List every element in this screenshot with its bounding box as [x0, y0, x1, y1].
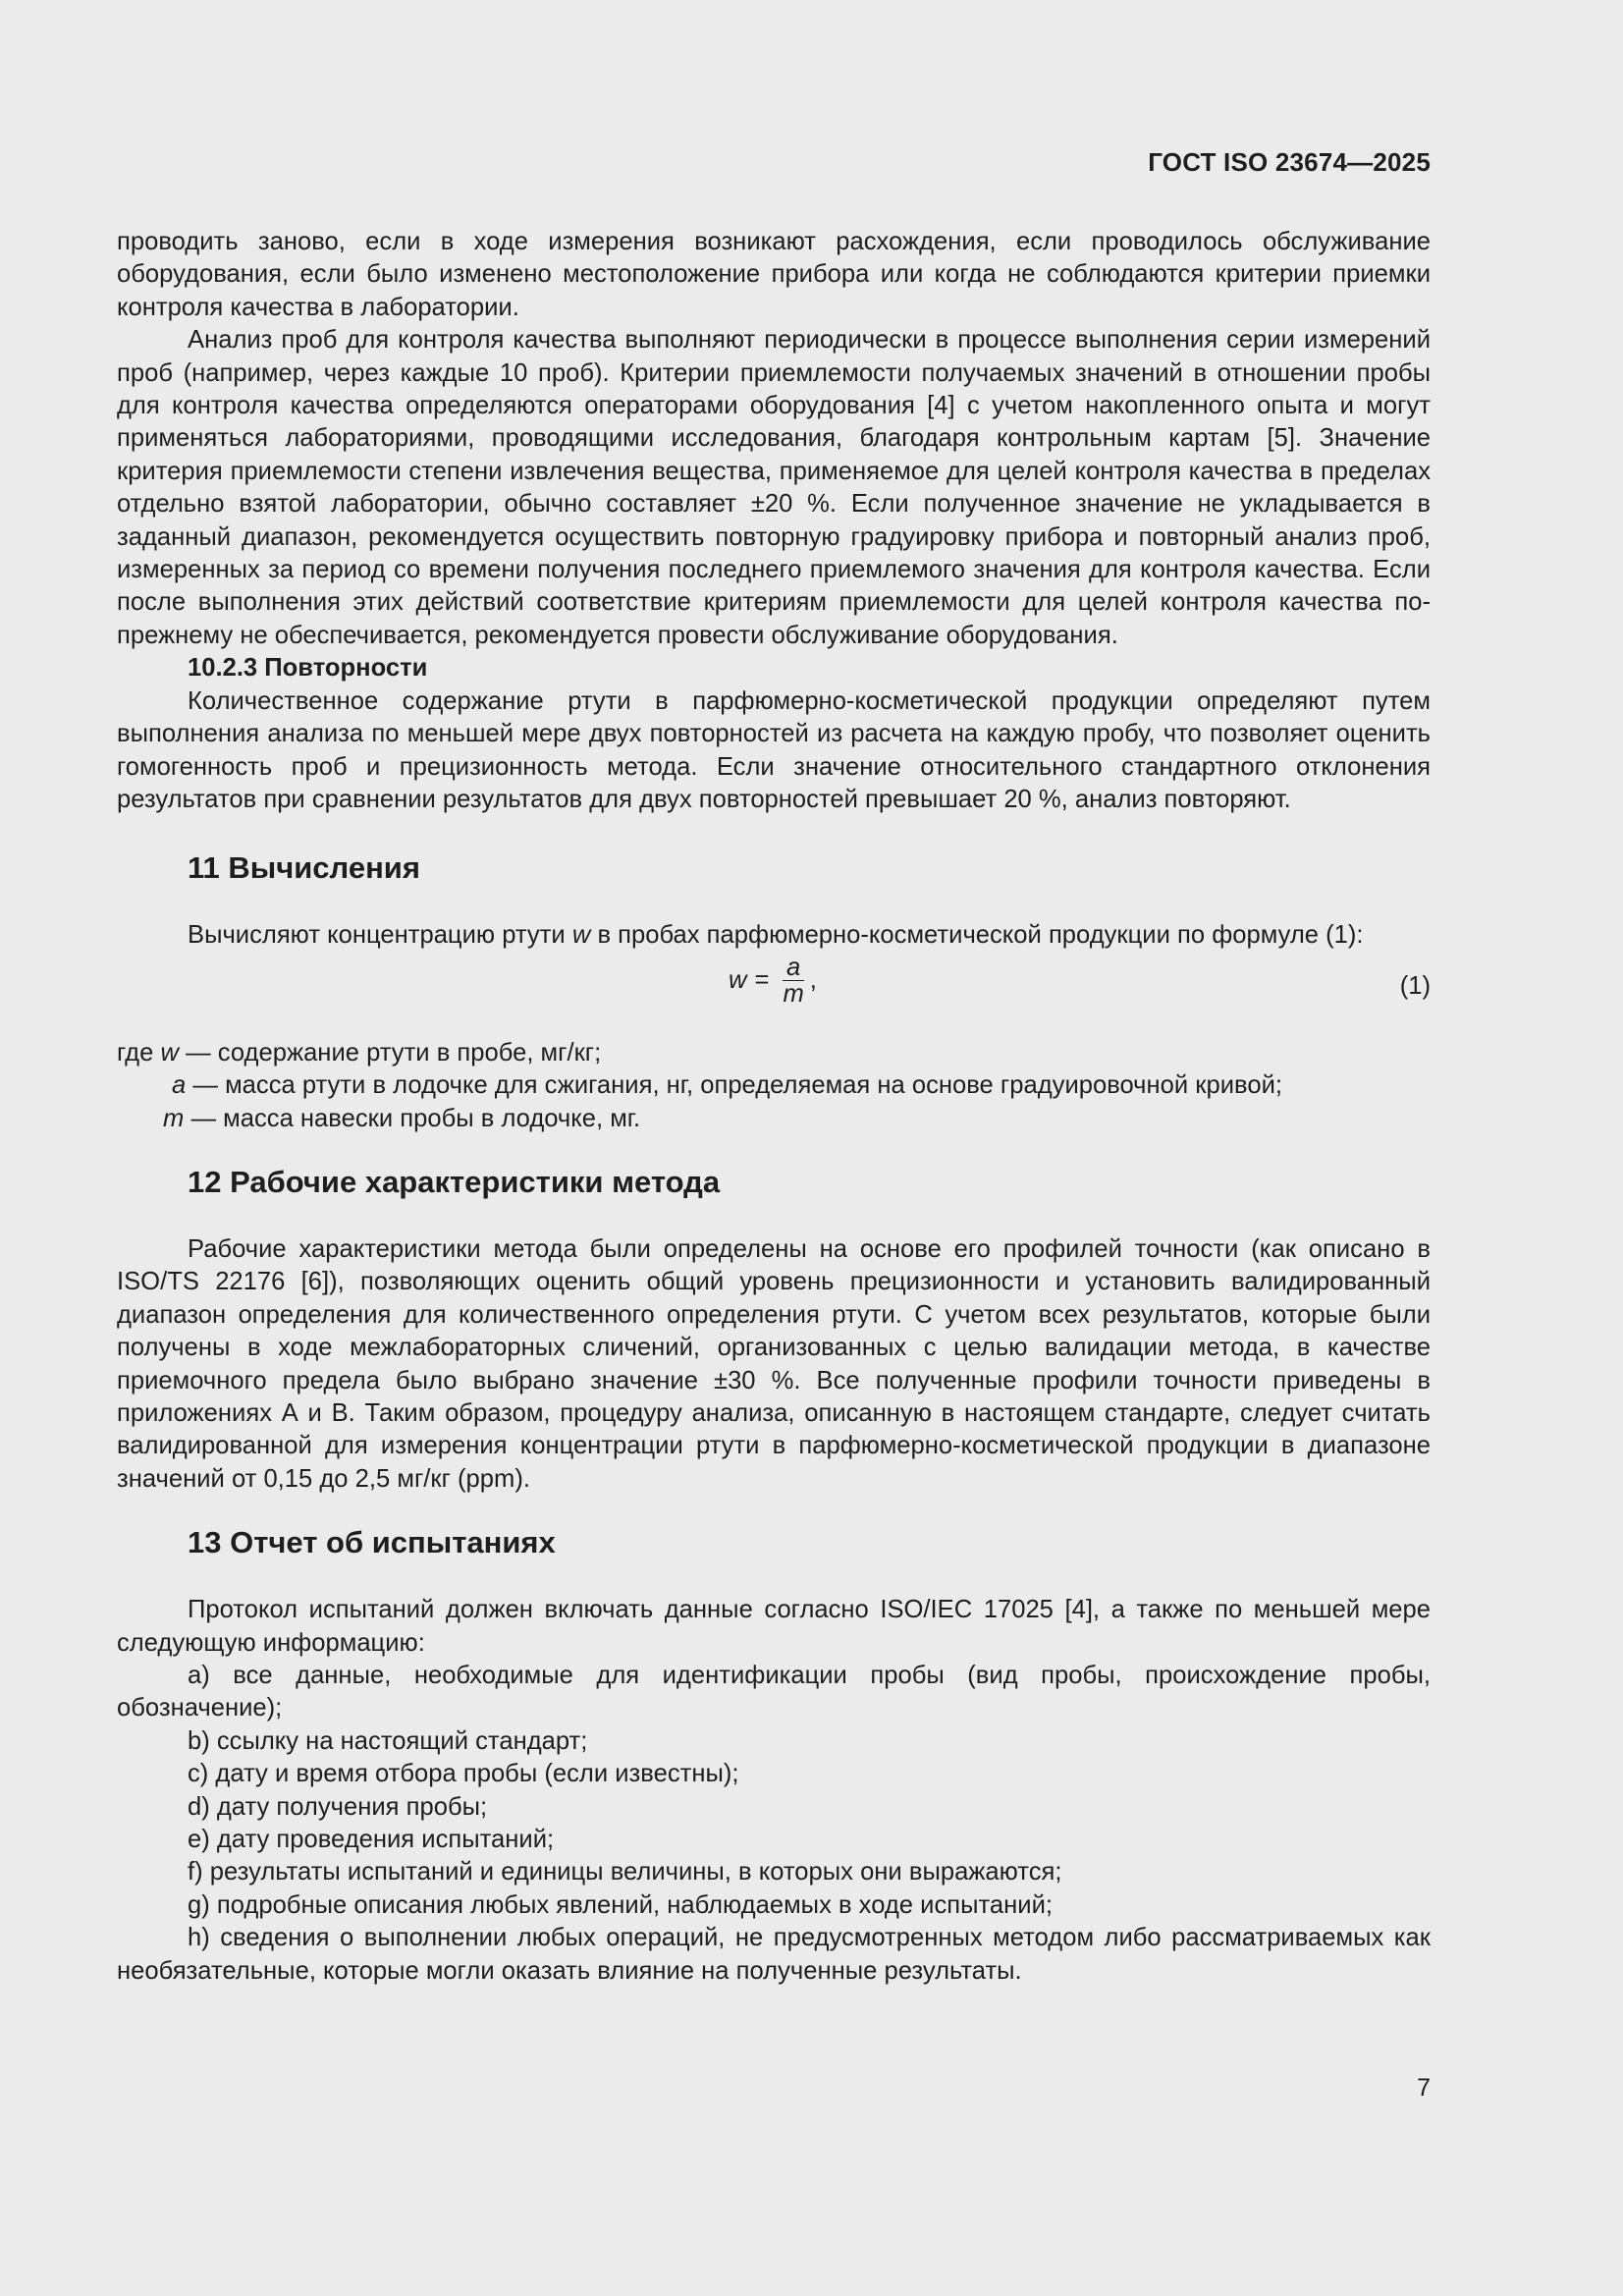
formula — [729, 955, 817, 1007]
list-item: b) ссылку на настоящий стандарт; — [188, 1726, 588, 1755]
list-item: g) подробные описания любых явлений, наблюдаемых в ходе испытаний; — [188, 1890, 1053, 1919]
list-item: f) результаты испытаний и единицы величины, в которых они выражаются; — [188, 1858, 1062, 1886]
page-number: 7 — [1417, 2074, 1431, 2102]
document-header-id: ГОСТ ISO 23674—2025 — [1148, 147, 1431, 177]
legend-line-w: где w — содержание ртути в пробе, мг/кг; — [117, 1038, 602, 1066]
formula-comma: , — [809, 965, 817, 994]
section-13-title: 13 Отчет об испытаниях — [188, 1525, 556, 1560]
subsection-title: 10.2.3 Повторности — [188, 654, 428, 683]
section-11-intro: Вычисляют концентрацию ртути w в пробах парфюмерно-косметической продукции по формуле (1): — [188, 921, 1364, 950]
list-item: c) дату и время отбора пробы (если известны); — [188, 1760, 739, 1788]
formula-number: (1) — [1399, 971, 1431, 1000]
list-item: e) дату проведения испытаний; — [188, 1826, 555, 1854]
list-item: d) дату получения пробы; — [188, 1792, 488, 1821]
formula-row — [117, 953, 1431, 1019]
paragraph-continuation: проводить заново, если в ходе измерения возникают расхождения, если проводилось обслуживание оборудования, если было изменено местоположение прибора или когда не соблюдаются критерии приемки контроля качества в лаборатории. — [117, 228, 1431, 321]
section-12-title: 12 Рабочие характеристики метода — [188, 1164, 721, 1199]
formula-fraction — [779, 955, 807, 1007]
list-item: h) сведения о выполнении любых операций, не предусмотренных методом либо рассматриваемых как необязательные, которые могли оказать влияние на полученные результаты. — [117, 1924, 1431, 1985]
formula-denominator: m — [783, 979, 804, 1008]
section-12-text: Рабочие характеристики метода были определены на основе его профилей точности (как описано в ISO/TS 22176 [6]), позволяющих оценить общий уровень прецизионности и установить валидированный диапазон определения для количественного определения ртути. С учетом всех результатов, которые были получены в ходе межлабораторных сличений, организованных с целью валидации метода, в качестве приемочного предела было выбрано значение ±30 %. Все полученные профили точности приведены в приложениях А и В. Таким образом, процедуру анализа, описанную в настоящем стандарте, следует считать валидированной для измерения концентрации ртути в парфюмерно-косметической продукции в диапазоне значений от 0,15 до 2,5 мг/кг (ppm). — [117, 1234, 1431, 1493]
section-11-title: 11 Вычисления — [188, 850, 420, 886]
document-body — [117, 226, 1431, 1988]
formula-lhs: w — [729, 965, 747, 994]
paragraph-qc-analysis: Анализ проб для контроля качества выполняют периодически в процессе выполнения серии измерений проб (например, через каждые 10 проб). Критерии приемлемости получаемых значений в отношении пробы для контроля качества определяются операторами оборудования [4] с учетом накопленного опыта и могут применяться лабораториями, проводящими исследования, благодаря контрольным картам [5]. Значение критерия приемлемости степени извлечения вещества, применяемое для целей контроля качества в пределах отдельно взятой лаборатории, обычно составляет ±20 %. Если полученное значение не укладывается в заданный диапазон, рекомендуется осуществить повторную градуировку прибора и повторный анализ проб, измеренных за период со времени получения последнего приемлемого значения для контроля качества. Если после выполнения этих действий соответствие критериям приемлемости для целей контроля качества по-прежнему не обеспечивается, рекомендуется провести обслуживание оборудования. — [117, 326, 1431, 649]
formula-numerator: a — [783, 955, 804, 981]
list-item: a) все данные, необходимые для идентификации пробы (вид пробы, происхождение пробы, обозначение); — [117, 1662, 1431, 1722]
legend-line-m: m — масса навески пробы в лодочке, мг. — [163, 1104, 641, 1132]
formula-equals: = — [754, 965, 770, 994]
formula-legend — [117, 1037, 1431, 1135]
intro-variable: w — [571, 921, 591, 950]
legend-line-a: a — масса ртути в лодочке для сжигания, нг, определяемая на основе градуировочной кривой; — [172, 1071, 1282, 1100]
section-13-intro: Протокол испытаний должен включать данные согласно ISO/IEC 17025 [4], а также по меньшей мере следующую информацию: — [117, 1596, 1431, 1657]
subsection-text: Количественное содержание ртути в парфюмерно-косметической продукции определяют путем выполнения анализа по меньшей мере двух повторностей из расчета на каждую пробу, что позволяет оценить гомогенность проб и прецизионность метода. Если значение относительного стандартного отклонения результатов при сравнении результатов для двух повторностей превышает 20 %, анализ повторяют. — [117, 686, 1431, 813]
